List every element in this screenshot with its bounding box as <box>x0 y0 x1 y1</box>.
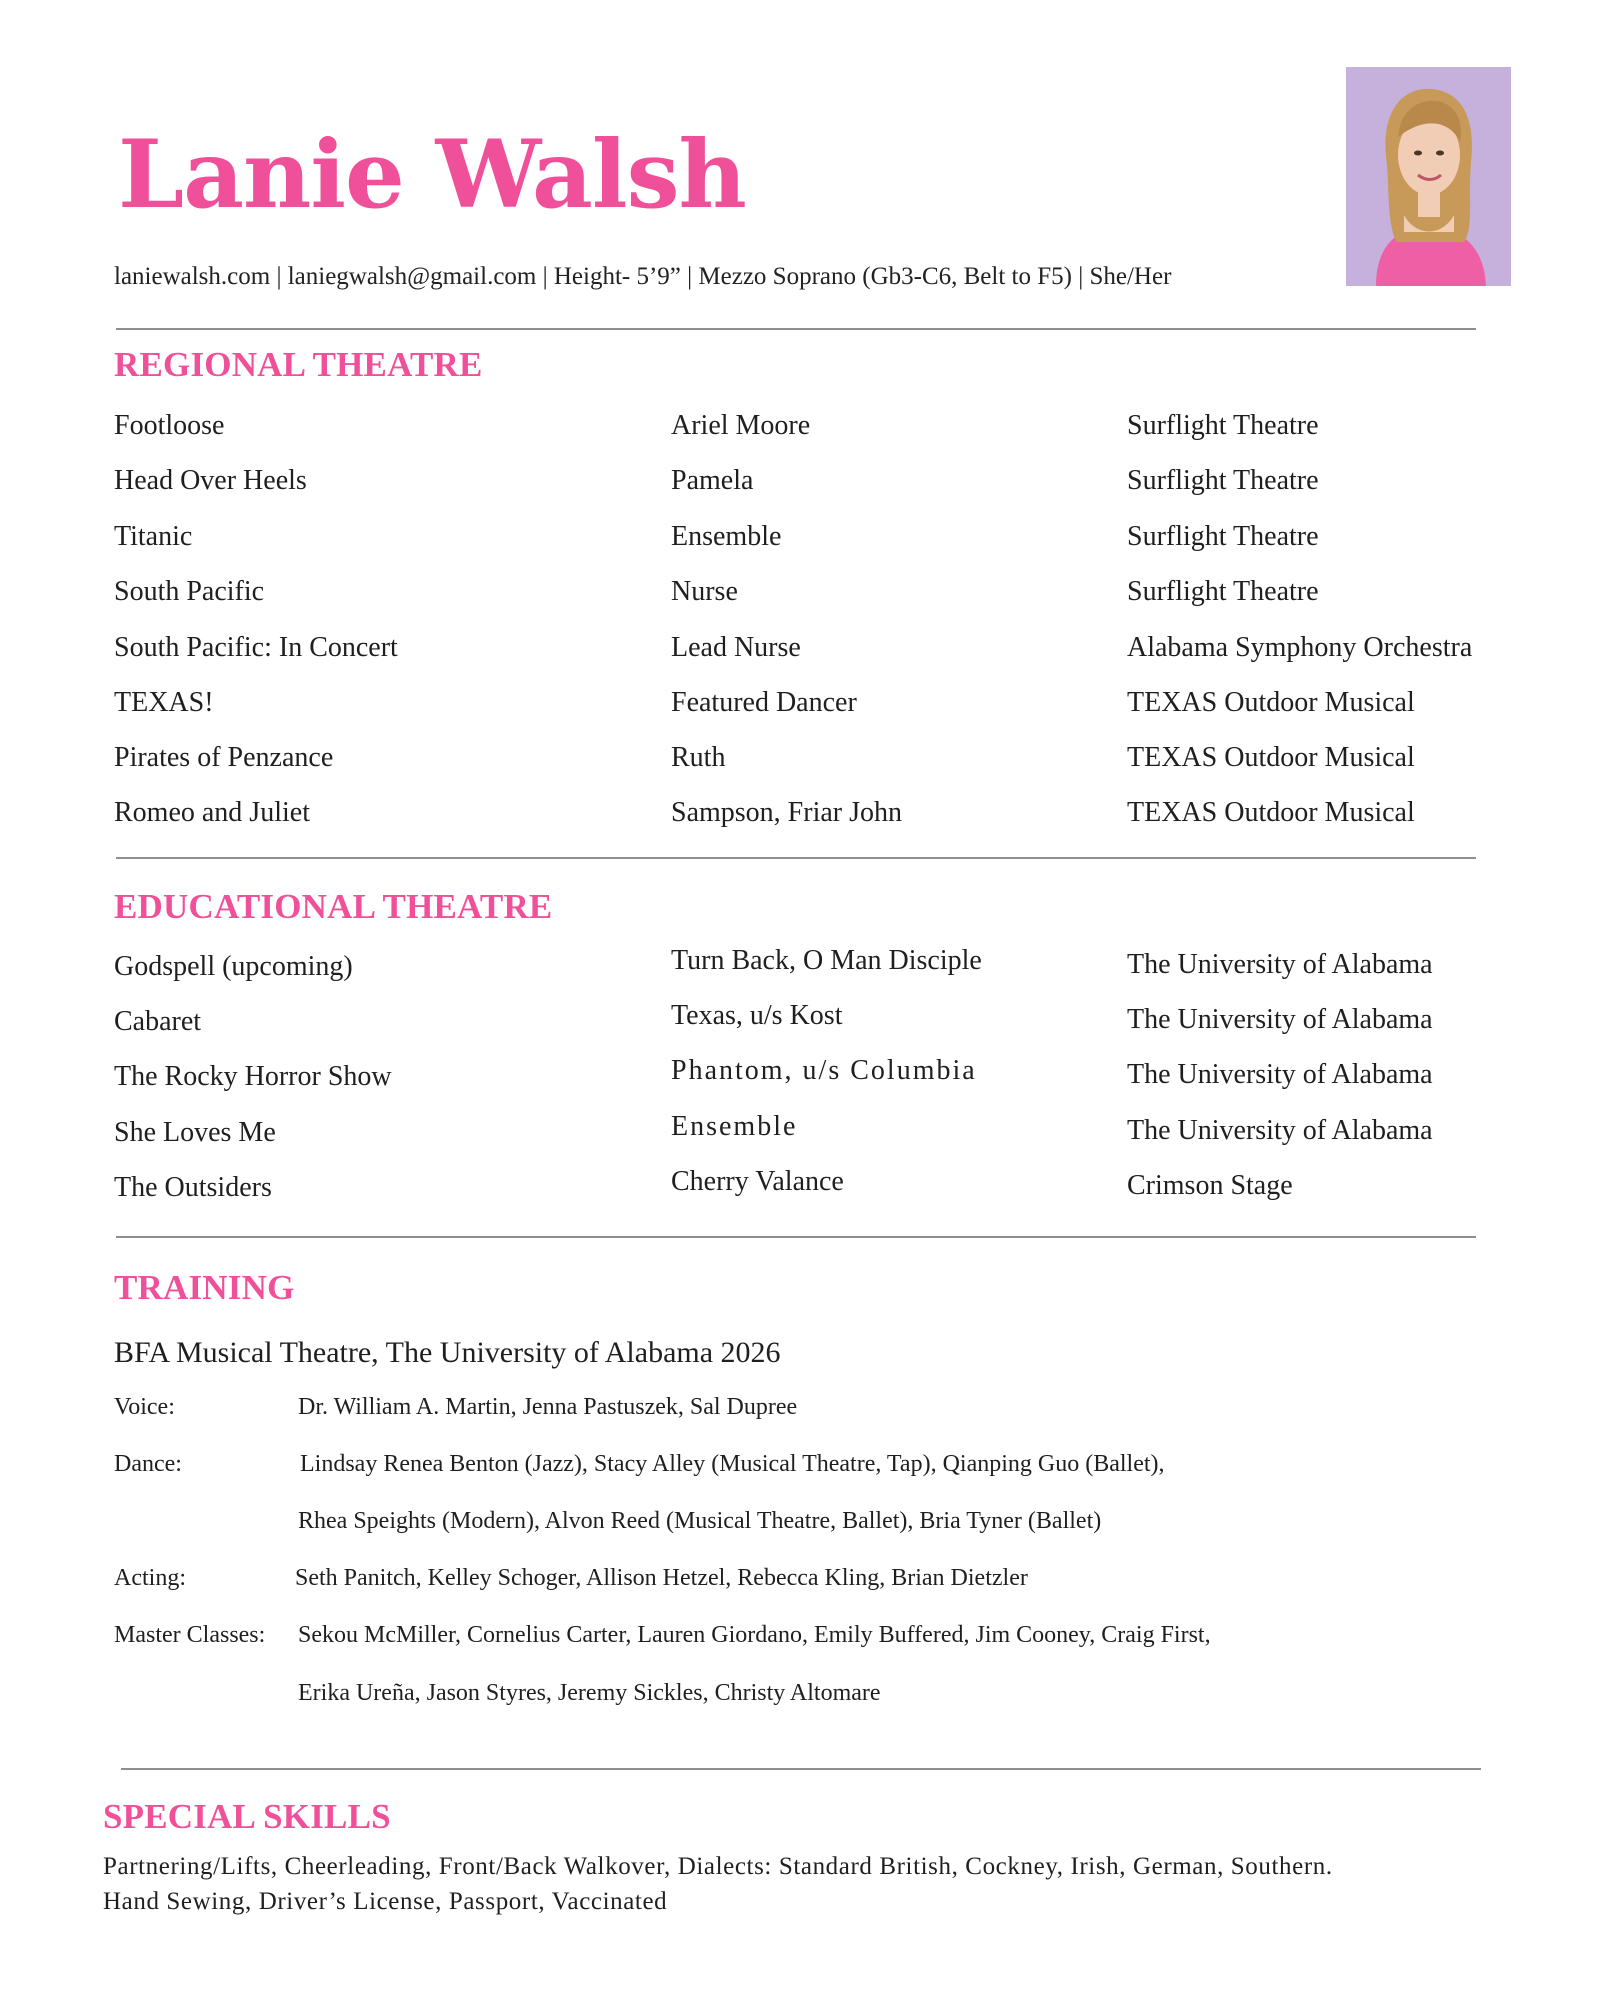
credit-row <box>0 410 1600 450</box>
credit-row <box>0 1111 1600 1157</box>
show-title: The Outsiders <box>114 1172 272 1203</box>
voice-teachers: Dr. William A. Martin, Jenna Pastuszek, Sal Dupree <box>298 1394 798 1420</box>
master-classes-line-1: Sekou McMiller, Cornelius Carter, Lauren Giordano, Emily Buffered, Jim Cooney, Craig First, <box>298 1622 1211 1648</box>
venue: The University of Alabama <box>1127 949 1433 980</box>
venue: TEXAS Outdoor Musical <box>1127 742 1415 773</box>
divider <box>116 1236 1476 1238</box>
role: Texas, u/s Kost <box>671 1000 843 1031</box>
show-title: Pirates of Penzance <box>114 742 334 773</box>
show-title: South Pacific: In Concert <box>114 632 398 663</box>
headshot-photo <box>1346 67 1511 286</box>
credit-row <box>0 1166 1600 1212</box>
role: Nurse <box>671 576 738 607</box>
divider <box>121 1768 1481 1770</box>
venue: Crimson Stage <box>1127 1170 1293 1201</box>
show-title: The Rocky Horror Show <box>114 1061 392 1092</box>
voice-label: Voice: <box>114 1394 175 1420</box>
venue: Surflight Theatre <box>1127 465 1319 496</box>
credit-row <box>0 797 1600 837</box>
show-title: She Loves Me <box>114 1117 276 1148</box>
divider <box>116 857 1476 859</box>
venue: Surflight Theatre <box>1127 410 1319 441</box>
venue: The University of Alabama <box>1127 1004 1433 1035</box>
role: Ruth <box>671 742 726 773</box>
role: Ensemble <box>671 521 782 552</box>
headshot-illustration <box>1346 67 1511 286</box>
training-heading: TRAINING <box>114 1268 295 1307</box>
acting-teachers: Seth Panitch, Kelley Schoger, Allison Hetzel, Rebecca Kling, Brian Dietzler <box>295 1565 1028 1591</box>
credit-row <box>0 632 1600 672</box>
actor-name: Lanie Walsh <box>118 120 746 230</box>
role: Featured Dancer <box>671 687 857 718</box>
contact-line: laniewalsh.com | laniegwalsh@gmail.com | Height- 5’9” | Mezzo Soprano (Gb3-C6, Belt to F5) | She/Her <box>114 263 1172 290</box>
skills-line-1: Partnering/Lifts, Cheerleading, Front/Back Walkover, Dialects: Standard British, Cockney, Irish, German, Southern. <box>103 1853 1333 1880</box>
venue: The University of Alabama <box>1127 1115 1433 1146</box>
master-classes-line-2: Erika Ureña, Jason Styres, Jeremy Sickles, Christy Altomare <box>298 1680 881 1706</box>
dance-teachers-line-2: Rhea Speights (Modern), Alvon Reed (Musical Theatre, Ballet), Bria Tyner (Ballet) <box>298 1508 1102 1534</box>
show-title: Titanic <box>114 521 193 552</box>
regional-theatre-heading: REGIONAL THEATRE <box>114 345 483 384</box>
role: Phantom, u/s Columbia <box>671 1055 977 1086</box>
credit-row <box>0 1000 1600 1046</box>
venue: Alabama Symphony Orchestra <box>1127 632 1473 663</box>
role: Cherry Valance <box>671 1166 844 1197</box>
show-title: Cabaret <box>114 1006 202 1037</box>
show-title: Godspell (upcoming) <box>114 951 353 982</box>
degree-line: BFA Musical Theatre, The University of Alabama 2026 <box>114 1336 781 1369</box>
skills-line-2: Hand Sewing, Driver’s License, Passport, Vaccinated <box>103 1888 668 1915</box>
show-title: Romeo and Juliet <box>114 797 310 828</box>
credit-row <box>0 1055 1600 1101</box>
show-title: South Pacific <box>114 576 265 607</box>
master-classes-label: Master Classes: <box>114 1622 266 1648</box>
credit-row <box>0 465 1600 505</box>
role: Ariel Moore <box>671 410 811 441</box>
credit-row <box>0 576 1600 616</box>
role: Lead Nurse <box>671 632 801 663</box>
credit-row <box>0 687 1600 727</box>
role: Ensemble <box>671 1111 798 1142</box>
credit-row <box>0 521 1600 561</box>
show-title: Footloose <box>114 410 225 441</box>
credit-row <box>0 742 1600 782</box>
educational-theatre-heading: EDUCATIONAL THEATRE <box>114 887 553 926</box>
dance-teachers-line-1: Lindsay Renea Benton (Jazz), Stacy Alley (Musical Theatre, Tap), Qianping Guo (Ballet), <box>300 1451 1165 1477</box>
role: Turn Back, O Man Disciple <box>671 945 982 976</box>
venue: TEXAS Outdoor Musical <box>1127 797 1415 828</box>
special-skills-heading: SPECIAL SKILLS <box>103 1797 391 1836</box>
role: Pamela <box>671 465 754 496</box>
venue: TEXAS Outdoor Musical <box>1127 687 1415 718</box>
show-title: TEXAS! <box>114 687 214 718</box>
venue: The University of Alabama <box>1127 1059 1433 1090</box>
venue: Surflight Theatre <box>1127 521 1319 552</box>
credit-row <box>0 945 1600 991</box>
role: Sampson, Friar John <box>671 797 902 828</box>
dance-label: Dance: <box>114 1451 182 1477</box>
venue: Surflight Theatre <box>1127 576 1319 607</box>
show-title: Head Over Heels <box>114 465 307 496</box>
divider <box>116 328 1476 330</box>
acting-label: Acting: <box>114 1565 186 1591</box>
